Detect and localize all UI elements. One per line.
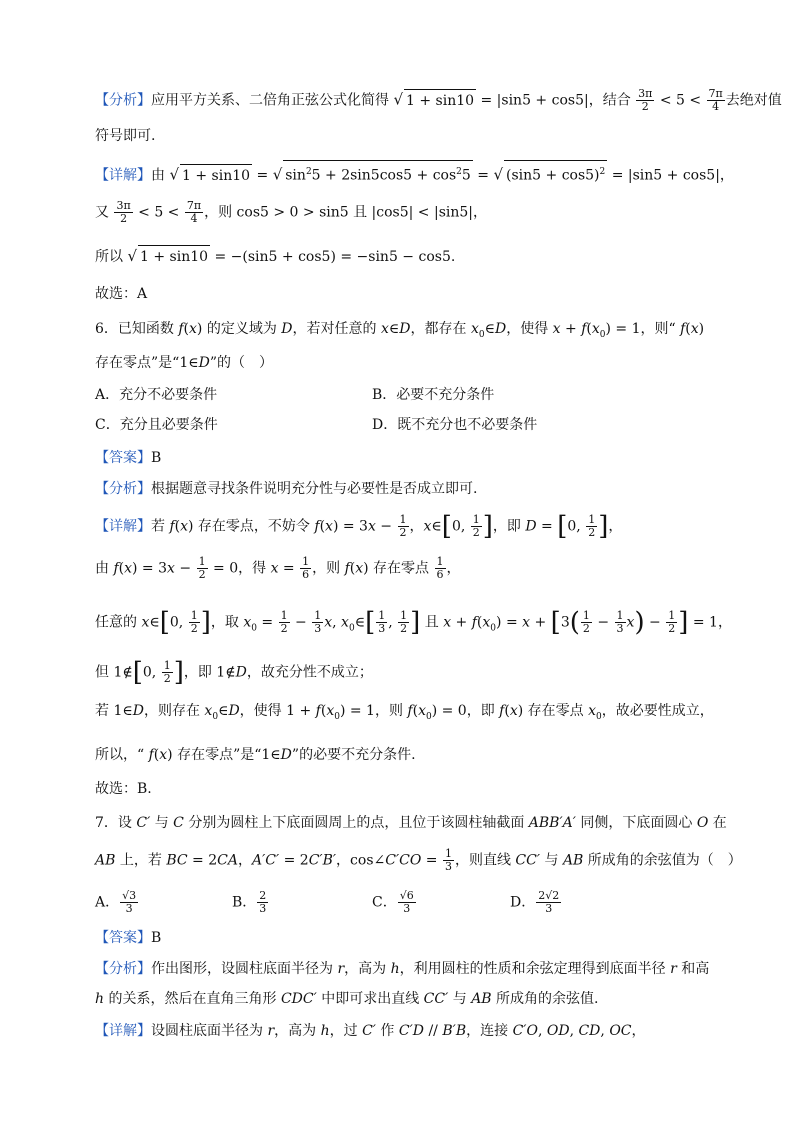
q6-detail-line3: 任意的 x∈[0, $\frac{1}{2}$ ]，取 $x_0$ = $\frac{1}{2}$ − $\frac{1}{3}$ x, $x_0\in$[ $\frac{1}{3}$ , $\frac{1}{2}$ ] 且 $x + f(x_0) = x + [3$( $\frac{1}{2}$ − $\frac{1}{3}$ x) − $\frac{1}{2}$ ] = 1， [95, 607, 732, 638]
q7-answer-line: 【答案】B [95, 930, 162, 946]
q6-option-d: D．既不充分也不必要条件 [372, 417, 538, 433]
q7-option-b: B． $\frac{2}{3}$ [232, 889, 267, 915]
q5-detail-line2: 又 $\frac{3\pi}{2}$ < 5 < $\frac{7\pi}{4}$ ，则 cos5 > 0 > sin5 且 |cos5| < |sin5|， [95, 199, 488, 225]
q7-analysis-line1: 【分析】作出图形，设圆柱底面半径为 r，高为 h，利用圆柱的性质和余弦定理得到底面半径 r 和高 [95, 961, 710, 977]
q6-stem-line1: 6．已知函数 f(x) 的定义域为 D，若对任意的 x∈D，都存在 $x_0\in D$，使得 $x + f(x_0) = 1$，则“ f(x) [95, 321, 705, 340]
q6-detail-line5: 若 1∈D，则存在 $x_0\in D$，使得 $1 + f(x_0) = 1$，则 $f(x_0) = 0$，即 f(x) 存在零点 $x_0$，故必要性成立， [95, 703, 714, 722]
q6-detail-line6: 所以，“ f(x) 存在零点”是“1∈D”的必要不充分条件. [95, 747, 416, 763]
q7-option-a: A． $\frac{√3}{3}$ [95, 889, 137, 915]
q6-option-a: A．充分不必要条件 [95, 387, 218, 403]
q6-detail-line1: 【详解】若 f(x) 存在零点，不妨令 f(x) = 3x − $\frac{1}{2}$ ，x∈[0, $\frac{1}{2}$ ]，即 D = [0, $\frac{1}{2}$ ]， [95, 511, 623, 542]
q6-detail-line2: 由 f(x) = 3x − $\frac{1}{2}$ = 0，得 x = $\frac{1}{6}$ ，则 f(x) 存在零点 $\frac{1}{6}$ ， [95, 555, 461, 581]
q6-option-b: B．必要不充分条件 [372, 387, 495, 403]
q6-answer-line: 【答案】B [95, 450, 162, 466]
q5-analysis-line2: 符号即可. [95, 128, 156, 144]
q6-option-c: C．充分且必要条件 [95, 417, 218, 433]
analysis-tag: 【分析】 [95, 92, 151, 109]
q7-stem-line1: 7．设 C′ 与 C 分别为圆柱上下底面圆周上的点，且位于该圆柱轴截面 ABB′A′ 同侧，下底面圆心 O 在 [95, 815, 727, 831]
q5-detail-line3: 所以 √ 1 + sin10 = −(sin5 + cos5) = −sin5 − cos5. [95, 245, 455, 268]
q7-stem-line2: AB 上，若 BC = 2CA，A′C′ = 2C′B′，cos∠C′CO = $\frac{1}{3}$ ，则直线 CC′ 与 AB 所成角的余弦值为（ ） [95, 847, 742, 873]
q6-detail-line4: 但 1∉[0, $\frac{1}{2}$ ]，即 1∉D，故充分性不成立； [95, 657, 373, 688]
q5-analysis-line1: 【分析】应用平方关系、二倍角正弦公式化简得 √ 1 + sin10 = |sin5 + cos5|，结合 $\frac{3\pi}{2}$ < 5 < $\frac{7\pi}{4}$ 去绝对值 [95, 87, 782, 113]
q5-answer: 故选：A [95, 286, 148, 302]
q7-analysis-line2: h 的关系，然后在直角三角形 CDC′ 中即可求出直线 CC′ 与 AB 所成角的余弦值. [95, 991, 599, 1007]
q7-option-d: D． $\frac{2√2}{3}$ [510, 889, 560, 915]
q6-stem-line2: 存在零点”是“1∈D”的（ ） [95, 355, 273, 371]
q5-detail-line1: 【详解】由 √ 1 + sin10 = √ $\sin^25 + 2\sin 5\cos 5 + \cos^25$ = √ $(\sin 5 + \cos 5)^2 = |\sin 5 + \cos 5|$， [95, 160, 734, 187]
q6-analysis-line: 【分析】根据题意寻找条件说明充分性与必要性是否成立即可. [95, 481, 478, 497]
q6-answer: 故选：B. [95, 781, 152, 797]
q7-detail-line1: 【详解】设圆柱底面半径为 r，高为 h，过 C′ 作 C′D // B′B，连接 C′O, OD, CD, OC， [95, 1023, 646, 1039]
q7-option-c: C． $\frac{√6}{3}$ [372, 889, 414, 915]
